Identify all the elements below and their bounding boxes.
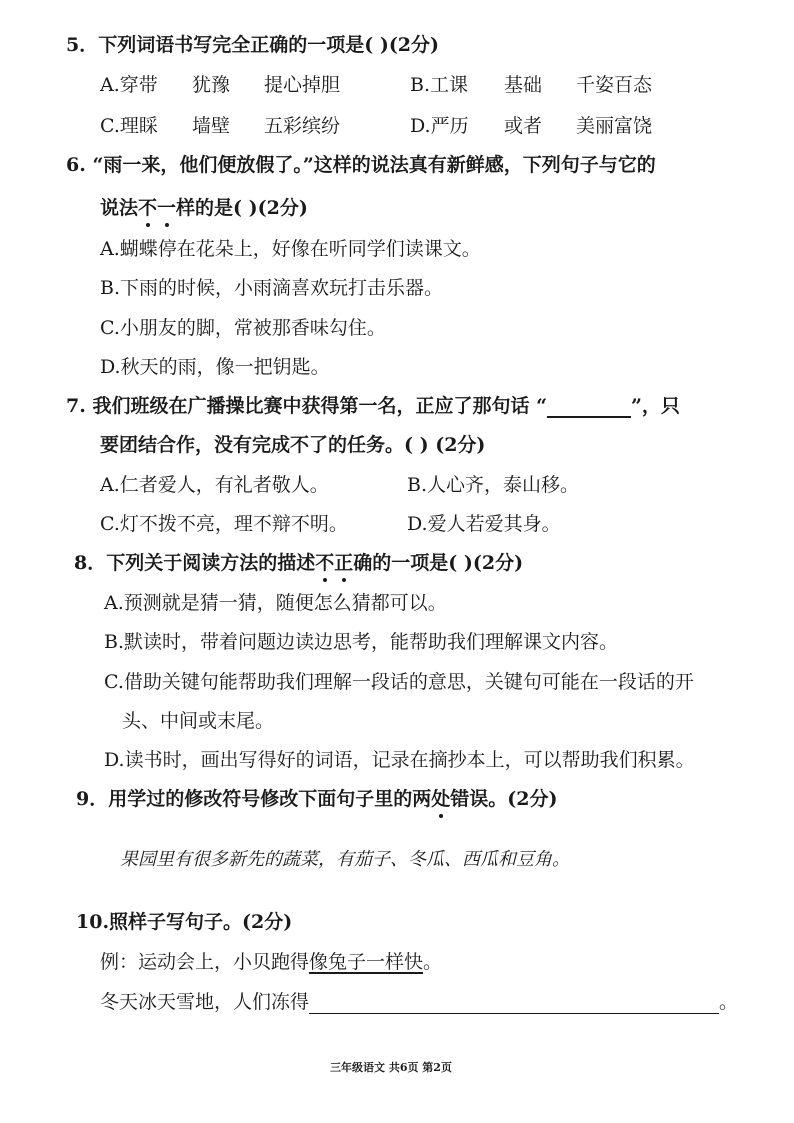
q5-a-word2: 犹豫 xyxy=(192,74,231,96)
q5-a-word3: 提心掉胆 xyxy=(264,74,341,96)
q6-emphasis-char-2: 一 xyxy=(157,197,177,219)
q7-option-b: B.人心齐，泰山移。 xyxy=(407,474,580,496)
q7-option-d: D.爱人若爱其身。 xyxy=(407,513,561,535)
q8-option-c: C.借助关键句能帮助我们理解一段话的意思，关键句可能在一段话的开 xyxy=(104,671,694,693)
q7-stem-line1 xyxy=(66,394,680,418)
q5-stem: 5．下列词语书写完全正确的一项是( )(2分) xyxy=(66,34,440,56)
q10-example xyxy=(100,950,442,974)
q5-c-word2: 墙壁 xyxy=(192,115,231,137)
q5-d-word2: 或者 xyxy=(504,115,543,137)
q6-stem-pre: 说法 xyxy=(100,197,139,219)
q5-d-word1: D.严历 xyxy=(410,115,469,137)
q10-end-mark: 。 xyxy=(719,991,739,1013)
q6-stem-line2 xyxy=(100,196,308,220)
q6-option-b: B.下雨的时候，小雨滴喜欢玩打击乐器。 xyxy=(100,277,444,299)
q7-stem-post: ”，只 xyxy=(631,395,680,417)
q8-stem xyxy=(74,551,523,575)
q5-b-word1: B.工课 xyxy=(410,74,469,96)
q5-b-word2: 基础 xyxy=(504,74,543,96)
q8-emphasis-char-2: 正 xyxy=(334,552,354,574)
q9-stem xyxy=(76,787,557,811)
q10-example-post: 。 xyxy=(423,951,443,973)
q9-emphasis-char: 处 xyxy=(431,788,451,810)
q5-c-word3: 五彩缤纷 xyxy=(264,115,341,137)
q7-stem-line2: 要团结合作，没有完成不了的任务。( ) (2分) xyxy=(100,434,486,456)
q8-option-a: A.预测就是猜一猜，随便怎么猜都可以。 xyxy=(104,592,447,614)
q6-option-d: D.秋天的雨，像一把钥匙。 xyxy=(100,356,330,378)
q10-stem: 10.照样子写句子。(2分) xyxy=(76,911,293,933)
q9-stem-post: 错误。(2分) xyxy=(450,788,558,810)
q6-option-c: C.小朋友的脚，常被那香味勾住。 xyxy=(100,317,386,339)
q7-answer-blank[interactable] xyxy=(547,396,631,418)
q6-emphasis-char-1: 不 xyxy=(138,197,158,219)
q10-answer-blank[interactable] xyxy=(309,993,719,1014)
q5-b-word3: 千姿百态 xyxy=(576,74,653,96)
q10-example-pre: 例：运动会上，小贝跑得 xyxy=(100,951,310,973)
q8-option-d: D.读书时，画出写得好的词语，记录在摘抄本上，可以帮助我们积累。 xyxy=(104,749,695,771)
page-footer: 三年级语文 共6页 第2页 xyxy=(330,1061,452,1074)
q10-prompt-line xyxy=(100,990,738,1014)
q7-stem-pre: 7. 我们班级在广播操比赛中获得第一名，正应了那句话 “ xyxy=(66,395,547,417)
q10-example-underlined: 像兔子一样快 xyxy=(309,951,424,973)
q5-a-word1: A.穿带 xyxy=(100,74,158,96)
q8-emphasis-char-1: 不 xyxy=(315,552,335,574)
q5-d-word3: 美丽富饶 xyxy=(576,115,653,137)
q9-stem-pre: 9．用学过的修改符号修改下面句子里的两 xyxy=(76,788,432,810)
q5-c-word1: C.理睬 xyxy=(100,115,158,137)
q8-option-c-cont: 头、中间或末尾。 xyxy=(122,710,275,732)
q7-option-a: A.仁者爱人，有礼者敬人。 xyxy=(100,474,329,496)
q6-stem-line1: 6. “雨一来，他们便放假了。”这样的说法真有新鲜感，下列句子与它的 xyxy=(66,154,656,176)
q6-stem-post: 样的是( )(2分) xyxy=(176,197,308,219)
q7-option-c: C.灯不拨不亮，理不辩不明。 xyxy=(100,513,348,535)
q8-stem-post: 确的一项是( )(2分) xyxy=(353,552,524,574)
q8-stem-pre: 8．下列关于阅读方法的描述 xyxy=(74,552,316,574)
q10-prompt: 冬天冰天雪地，人们冻得 xyxy=(100,991,310,1013)
q8-option-b: B.默读时，带着问题边读边思考，能帮助我们理解课文内容。 xyxy=(104,631,619,653)
q9-sentence: 果园里有很多新先的蔬菜，有茄子、冬瓜、西瓜和豆角。 xyxy=(120,849,570,870)
q6-option-a: A.蝴蝶停在花朵上，好像在听同学们读课文。 xyxy=(100,238,481,260)
